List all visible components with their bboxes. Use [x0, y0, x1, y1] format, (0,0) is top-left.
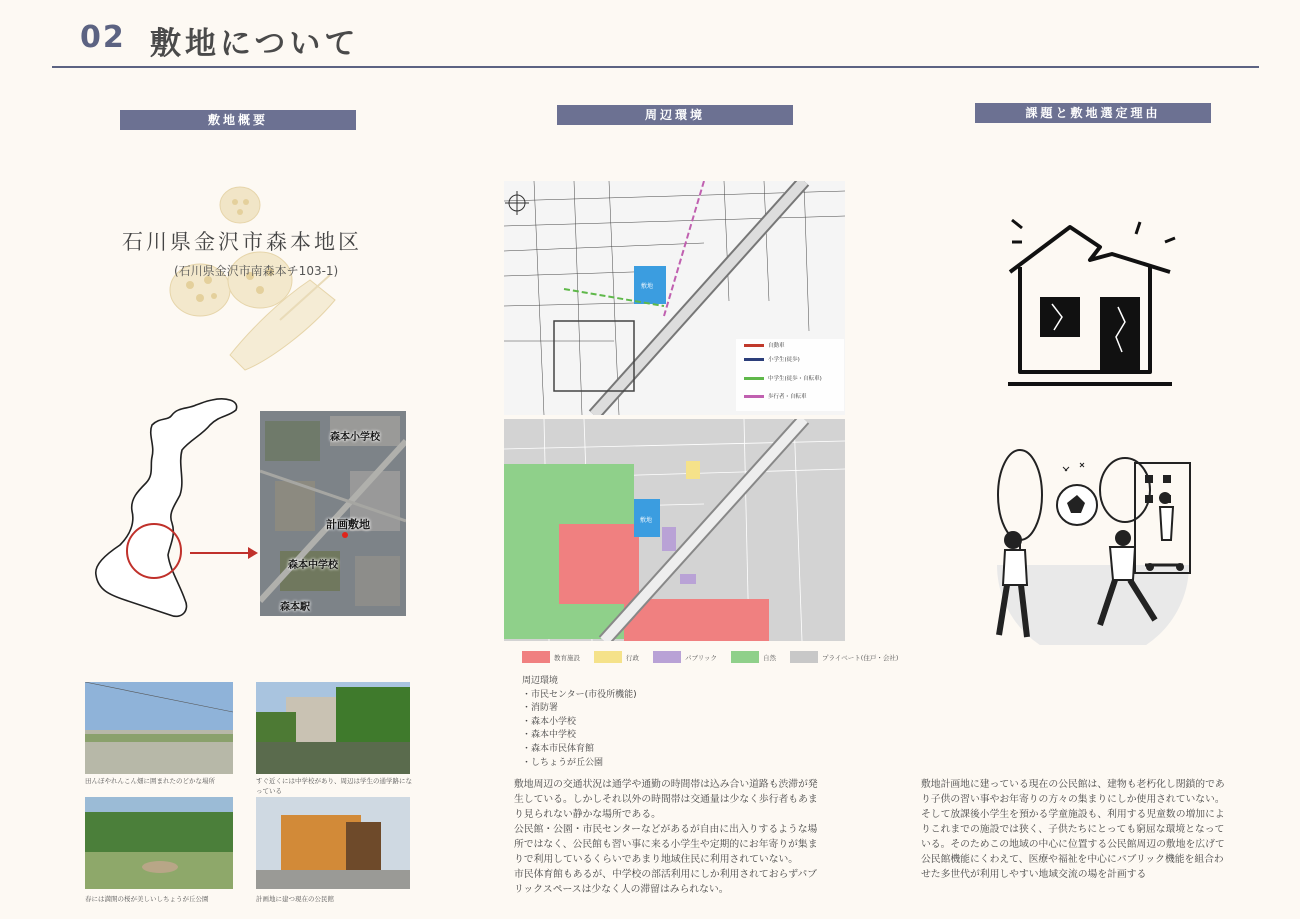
- issues-description: [921, 777, 1261, 882]
- section-heading-issues: 課題と敷地選定理由: [975, 103, 1211, 123]
- paragraph-line: りで利用しているくらいであまり地域住民に利用されていない。: [514, 854, 799, 865]
- aerial-photo: [260, 411, 406, 616]
- photo-caption: すぐ近くには中学校があり、周辺は学生の通学路になっている: [256, 777, 412, 795]
- aerial-label-station: 森本駅: [280, 602, 310, 613]
- surroundings-description: [514, 777, 854, 897]
- paragraph-line: 公民館・公園・市民センターなどがあるが自由に出入りするような場: [514, 824, 818, 835]
- paragraph-line: せた多世代が利用しやすい地域交流の場を計画する: [921, 869, 1147, 880]
- aerial-label-site: 計画敷地: [326, 518, 370, 531]
- lotus-root-illustration: [160, 180, 360, 380]
- paragraph-line: そして放課後小学生を預かる学童施設も、利用する児童数の増加によ: [921, 809, 1225, 820]
- site-label: 敷地: [640, 517, 653, 524]
- location-address: (石川県金沢市南森本チ103-1): [174, 264, 339, 278]
- photo-caption: 春には満開の桜が美しいしちょうが丘公園: [85, 895, 209, 903]
- paragraph-line: り見られない静かな場所である。: [514, 809, 661, 820]
- ishikawa-map-outline: [90, 395, 270, 625]
- legend-label: プライベート(住戸・会社): [821, 653, 899, 662]
- legend-swatch: [790, 651, 818, 663]
- section-heading-surroundings: 周辺環境: [557, 105, 793, 125]
- section-heading-overview: 敷地概要: [120, 110, 356, 130]
- paragraph-line: 生している。しかしそれ以外の時間帯は交通量は少なく歩行者もあま: [514, 794, 818, 805]
- list-item: ・森本小学校: [522, 716, 577, 727]
- legend-swatch: [653, 651, 681, 663]
- legend-label: 自動車: [768, 343, 785, 349]
- legend-swatch: [731, 651, 759, 663]
- section-number: 02: [80, 20, 126, 55]
- photo-caption: 計画地に建つ現在の公民館: [256, 895, 334, 903]
- paragraph-line: 敷地周辺の交通状況は通学や通勤の時間帯は込み合い道路も渋滞が発: [514, 779, 818, 790]
- paragraph-line: 市民体育館もあるが、中学校の部活利用にしか利用されておらずパブ: [514, 869, 817, 880]
- paragraph-line: 敷地計画地に建っている現在の公民館は、建物も老朽化し閉鎖的であ: [921, 779, 1225, 790]
- legend-label: 歩行者・自転車: [768, 394, 807, 400]
- legend-swatch: [522, 651, 550, 663]
- legend-swatch: [594, 651, 622, 663]
- photo-community-hall: [256, 797, 410, 889]
- legend-label: 行政: [626, 653, 639, 662]
- header-divider: [52, 66, 1259, 68]
- aerial-label-elementary-school: 森本小学校: [330, 432, 380, 443]
- paragraph-line: 所ではなく、公民館も習い事に来る小学生や定期的にお年寄りが集ま: [514, 839, 818, 850]
- traffic-legend: [736, 339, 844, 411]
- paragraph-line: りこれまでの施設では狭く、子供たちにとっても窮屈な環境となって: [921, 824, 1225, 835]
- page-title: 敷地について: [150, 26, 360, 62]
- landuse-legend: [522, 651, 898, 663]
- photo-park: [85, 797, 233, 889]
- legend-label: 自然: [762, 653, 776, 662]
- photo-fields: [85, 682, 233, 774]
- site-label: 敷地: [641, 283, 654, 290]
- paragraph-line: り子供の習い事やお年寄りの方々の集まりにしか使用されていない。: [921, 794, 1225, 805]
- list-item: ・森本市民体育館: [522, 743, 595, 754]
- photo-caption: 田んぼやれんこん畑に囲まれたのどかな場所: [85, 777, 215, 785]
- list-item: ・森本中学校: [522, 730, 577, 741]
- environment-list: [522, 675, 637, 770]
- legend-label: 中学生(徒歩・自転車): [768, 376, 822, 382]
- legend-label: 小学生(徒歩): [768, 357, 800, 363]
- site-marker: [342, 532, 348, 538]
- legend-label: 教育施設: [554, 653, 580, 662]
- aerial-label-junior-high: 森本中学校: [288, 560, 338, 571]
- list-item: ・消防署: [522, 703, 559, 714]
- community-people-illustration: [985, 445, 1200, 645]
- paragraph-line: リックスペースは少なく人の滞留はみられない。: [514, 884, 729, 895]
- landuse-map: [504, 419, 845, 641]
- location-title: 石川県金沢市森本地区: [122, 230, 362, 254]
- legend-label: パブリック: [685, 653, 717, 662]
- broken-house-icon: [1000, 212, 1180, 392]
- photo-school: [256, 682, 410, 774]
- paragraph-line: 公民館機能にくわえて、医療や福祉を中心にパブリック機能を組合わ: [921, 854, 1224, 865]
- list-item: ・市民センター(市役所機能): [522, 689, 637, 700]
- list-item: ・しちょうが丘公園: [522, 757, 604, 768]
- traffic-map: [504, 181, 845, 415]
- paragraph-line: いる。そのためこの地域の中心に位置する公民館周辺の敷地を広げて: [921, 839, 1225, 850]
- environment-title: 周辺環境: [522, 676, 559, 686]
